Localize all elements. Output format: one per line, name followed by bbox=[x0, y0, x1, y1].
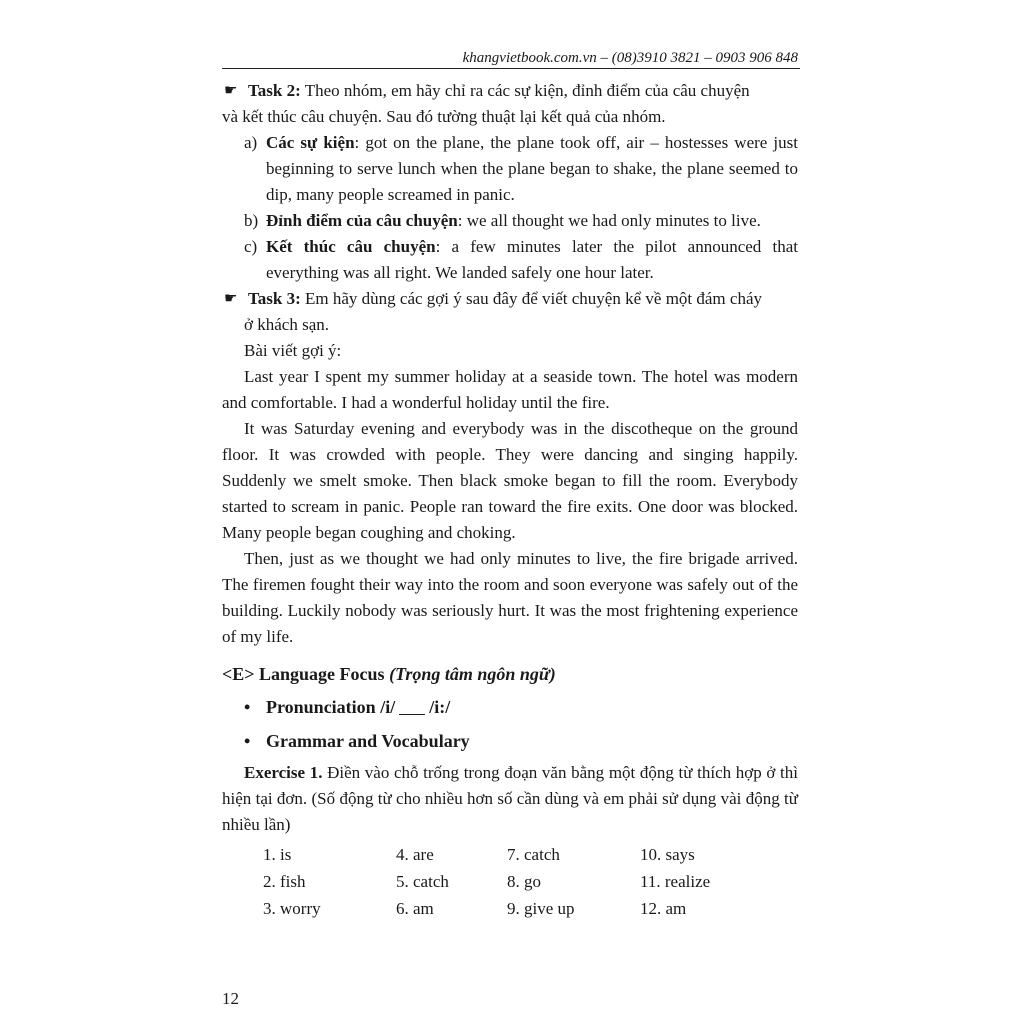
bullet-dot: • bbox=[244, 697, 251, 717]
answer-item: 10. says bbox=[640, 845, 695, 864]
item-label: Các sự kiện bbox=[266, 133, 355, 152]
item-text: : we all thought we had only minutes to live. bbox=[457, 211, 761, 230]
task-2-heading bbox=[222, 78, 798, 104]
task-2-line2: và kết thúc câu chuyện. Sau đó tường thuật lại kết quả của nhóm. bbox=[222, 107, 666, 126]
task-3-heading bbox=[222, 286, 798, 312]
task-3-line1: Em hãy dùng các gợi ý sau đây để viết chuyện kể về một đám cháy bbox=[300, 289, 762, 308]
section-title: Language Focus bbox=[254, 664, 390, 684]
task-2-name: Task 2: bbox=[248, 81, 301, 100]
page-number: 12 bbox=[222, 989, 239, 1008]
exercise-text: Điền vào chỗ trống trong đoạn văn bằng một động từ thích hợp ở thì hiện tại đơn. (Số động từ cho nhiều hơn số cần dùng và em phải sử dụng vài động từ nhiều lần) bbox=[222, 763, 798, 834]
page-body bbox=[222, 78, 798, 922]
answer-item: 9. give up bbox=[507, 899, 575, 918]
item-letter: c) bbox=[244, 237, 258, 256]
item-label: Kết thúc câu chuyện bbox=[266, 237, 436, 256]
grammar-bullet bbox=[222, 726, 798, 756]
answer-item: 12. am bbox=[640, 899, 687, 918]
answer-item: 5. catch bbox=[396, 872, 449, 891]
pronunciation-bullet bbox=[222, 692, 798, 722]
answer-item: 1. is bbox=[263, 845, 292, 864]
story-paragraph-3: Then, just as we thought we had only minutes to live, the fire brigade arrived. The firemen fought their way into the room and soon everyone was safely out of the building. Luckily nobody was seriously hurt. It was the most frightening experience of my life. bbox=[222, 549, 798, 646]
item-label: Đỉnh điểm của câu chuyện bbox=[266, 211, 458, 230]
suggestion-label: Bài viết gợi ý: bbox=[244, 341, 342, 360]
task-2-line1: Theo nhóm, em hãy chỉ ra các sự kiện, đỉnh điểm của câu chuyện bbox=[300, 81, 750, 100]
header-rule bbox=[222, 68, 800, 69]
answer-item: 6. am bbox=[396, 899, 434, 918]
exercise-1 bbox=[222, 760, 798, 838]
story-paragraph-1: Last year I spent my summer holiday at a seaside town. The hotel was modern and comfortable. I had a wonderful holiday until the fire. bbox=[222, 367, 798, 412]
pointing-hand-icon: ☛ bbox=[224, 83, 238, 99]
answer-item: 7. catch bbox=[507, 845, 560, 864]
answer-grid bbox=[222, 842, 798, 922]
section-title-vn: (Trọng tâm ngôn ngữ) bbox=[389, 664, 556, 684]
answer-item: 2. fish bbox=[263, 872, 306, 891]
bullet-dot: • bbox=[244, 731, 251, 751]
answer-item: 4. are bbox=[396, 845, 434, 864]
exercise-name: Exercise 1. bbox=[244, 763, 323, 782]
task-2-item-b bbox=[222, 208, 798, 234]
item-text: : a few minutes later the pilot announced that everything was all right. We landed safely one hour later. bbox=[266, 237, 798, 282]
item-letter: b) bbox=[244, 211, 259, 230]
pronunciation-label: Pronunciation /i/ bbox=[266, 697, 396, 717]
answer-item: 11. realize bbox=[640, 872, 711, 891]
task-2-item-c bbox=[222, 234, 798, 286]
pronunciation-tail: /i:/ bbox=[429, 697, 451, 717]
running-header: khangvietbook.com.vn – (08)3910 3821 – 0903 906 848 bbox=[462, 50, 798, 66]
task-3-name: Task 3: bbox=[248, 289, 301, 308]
item-letter: a) bbox=[244, 133, 258, 152]
pronunciation-blank bbox=[399, 698, 425, 715]
story-paragraph-2: It was Saturday evening and everybody was in the discotheque on the ground floor. It was crowded with people. They were dancing and singing happily. Suddenly we smelt smoke. Then black smoke began to fill the room. Everybody started to scream in panic. People ran toward the fire exits. One door was blocked. Many people began coughing and choking. bbox=[222, 419, 798, 542]
task-2-item-a bbox=[222, 130, 798, 208]
section-tag: <E> bbox=[222, 664, 255, 684]
section-e-heading bbox=[222, 660, 798, 688]
pointing-hand-icon: ☛ bbox=[224, 291, 238, 307]
task-3-line2: ở khách sạn. bbox=[244, 315, 329, 334]
item-text: : got on the plane, the plane took off, air – hostesses were just beginning to serve lunch when the plane began to shake, the plane seemed to dip, many people screamed in panic. bbox=[266, 133, 798, 204]
answer-item: 8. go bbox=[507, 872, 541, 891]
answer-item: 3. worry bbox=[263, 899, 321, 918]
grammar-label: Grammar and Vocabulary bbox=[266, 731, 470, 751]
